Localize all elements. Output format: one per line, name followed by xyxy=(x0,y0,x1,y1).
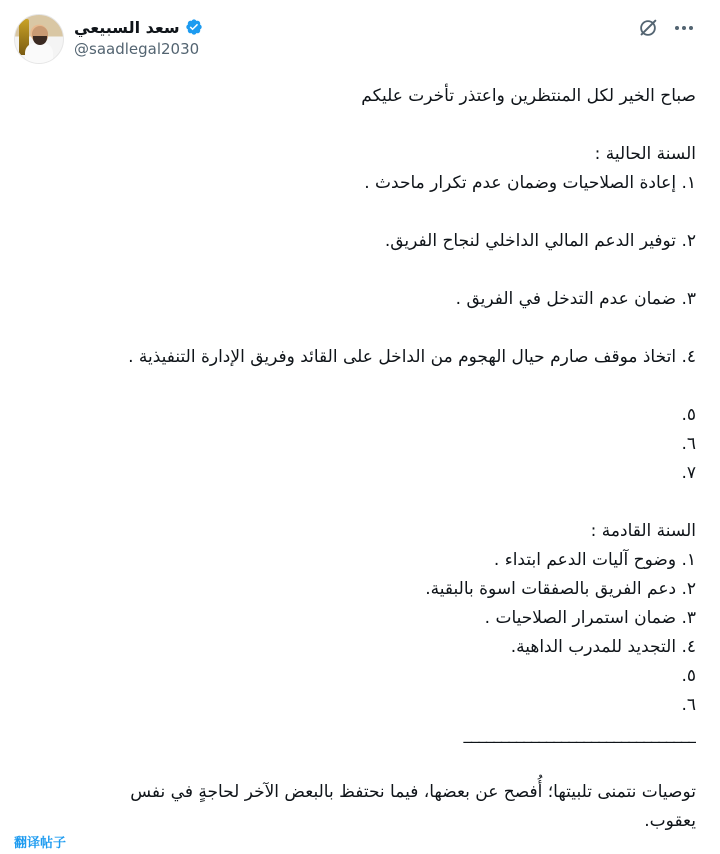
tweet-divider: _______________________________ xyxy=(463,724,696,744)
author-handle[interactable]: @saadlegal2030 xyxy=(74,40,200,58)
verified-badge-icon xyxy=(185,18,203,36)
tweet-line: ٤. اتخاذ موقف صارم حيال الهجوم من الداخل على القائد وفريق الإدارة التنفيذية . xyxy=(128,347,696,367)
tweet-line: ٣. ضمان عدم التدخل في الفريق . xyxy=(455,289,696,309)
tweet-line: ٢. دعم الفريق بالصفقات اسوة بالبقية. xyxy=(425,579,696,599)
tweet-line xyxy=(14,372,696,401)
tweet-text xyxy=(14,82,696,836)
tweet-line: السنة الحالية : xyxy=(594,144,696,164)
tweet-line: ٦. xyxy=(681,434,696,454)
avatar[interactable] xyxy=(14,14,64,64)
tweet-line xyxy=(14,198,696,227)
tweet-line: ٣. ضمان استمرار الصلاحيات . xyxy=(484,608,696,628)
tweet-line: توصيات نتمنى تلبيتها؛ أُفصح عن بعضها، فيما نحتفظ بالبعض الآخر لحاجةٍ في نفس xyxy=(130,782,696,802)
avatar-thobe xyxy=(25,43,53,64)
tweet-line xyxy=(14,111,696,140)
tweet-line: ٥. xyxy=(681,405,696,425)
tweet-line xyxy=(14,749,696,778)
author-name-row xyxy=(74,15,203,39)
translate-post-link[interactable]: 翻译帖子 xyxy=(14,836,67,851)
tweet-line: ١. إعادة الصلاحيات وضمان عدم تكرار ماحدث . xyxy=(364,173,696,193)
more-options-icon[interactable] xyxy=(672,17,696,39)
tweet-line: ٥. xyxy=(681,666,696,686)
tweet-line: ٤. التجديد للمدرب الداهية. xyxy=(510,637,696,657)
tweet-line: ١. وضوح آليات الدعم ابتداء . xyxy=(493,550,696,570)
tweet-header xyxy=(0,0,720,80)
tweet-line xyxy=(14,256,696,285)
tweet-line: ٢. توفير الدعم المالي الداخلي لنجاح الفريق. xyxy=(384,231,696,251)
tweet-line: يعقوب. xyxy=(644,811,696,831)
tweet-line xyxy=(14,314,696,343)
tweet-line: السنة القادمة : xyxy=(590,521,696,541)
tweet-line: ٦. xyxy=(681,695,696,715)
tweet-line xyxy=(14,488,696,517)
tweet-line: صباح الخير لكل المنتظرين واعتذر تأخرت عليكم xyxy=(361,86,696,106)
tweet-line: ٧. xyxy=(681,463,696,483)
author-display-name[interactable]: سعد السبيعي xyxy=(74,17,180,37)
grok-icon[interactable] xyxy=(637,17,659,39)
